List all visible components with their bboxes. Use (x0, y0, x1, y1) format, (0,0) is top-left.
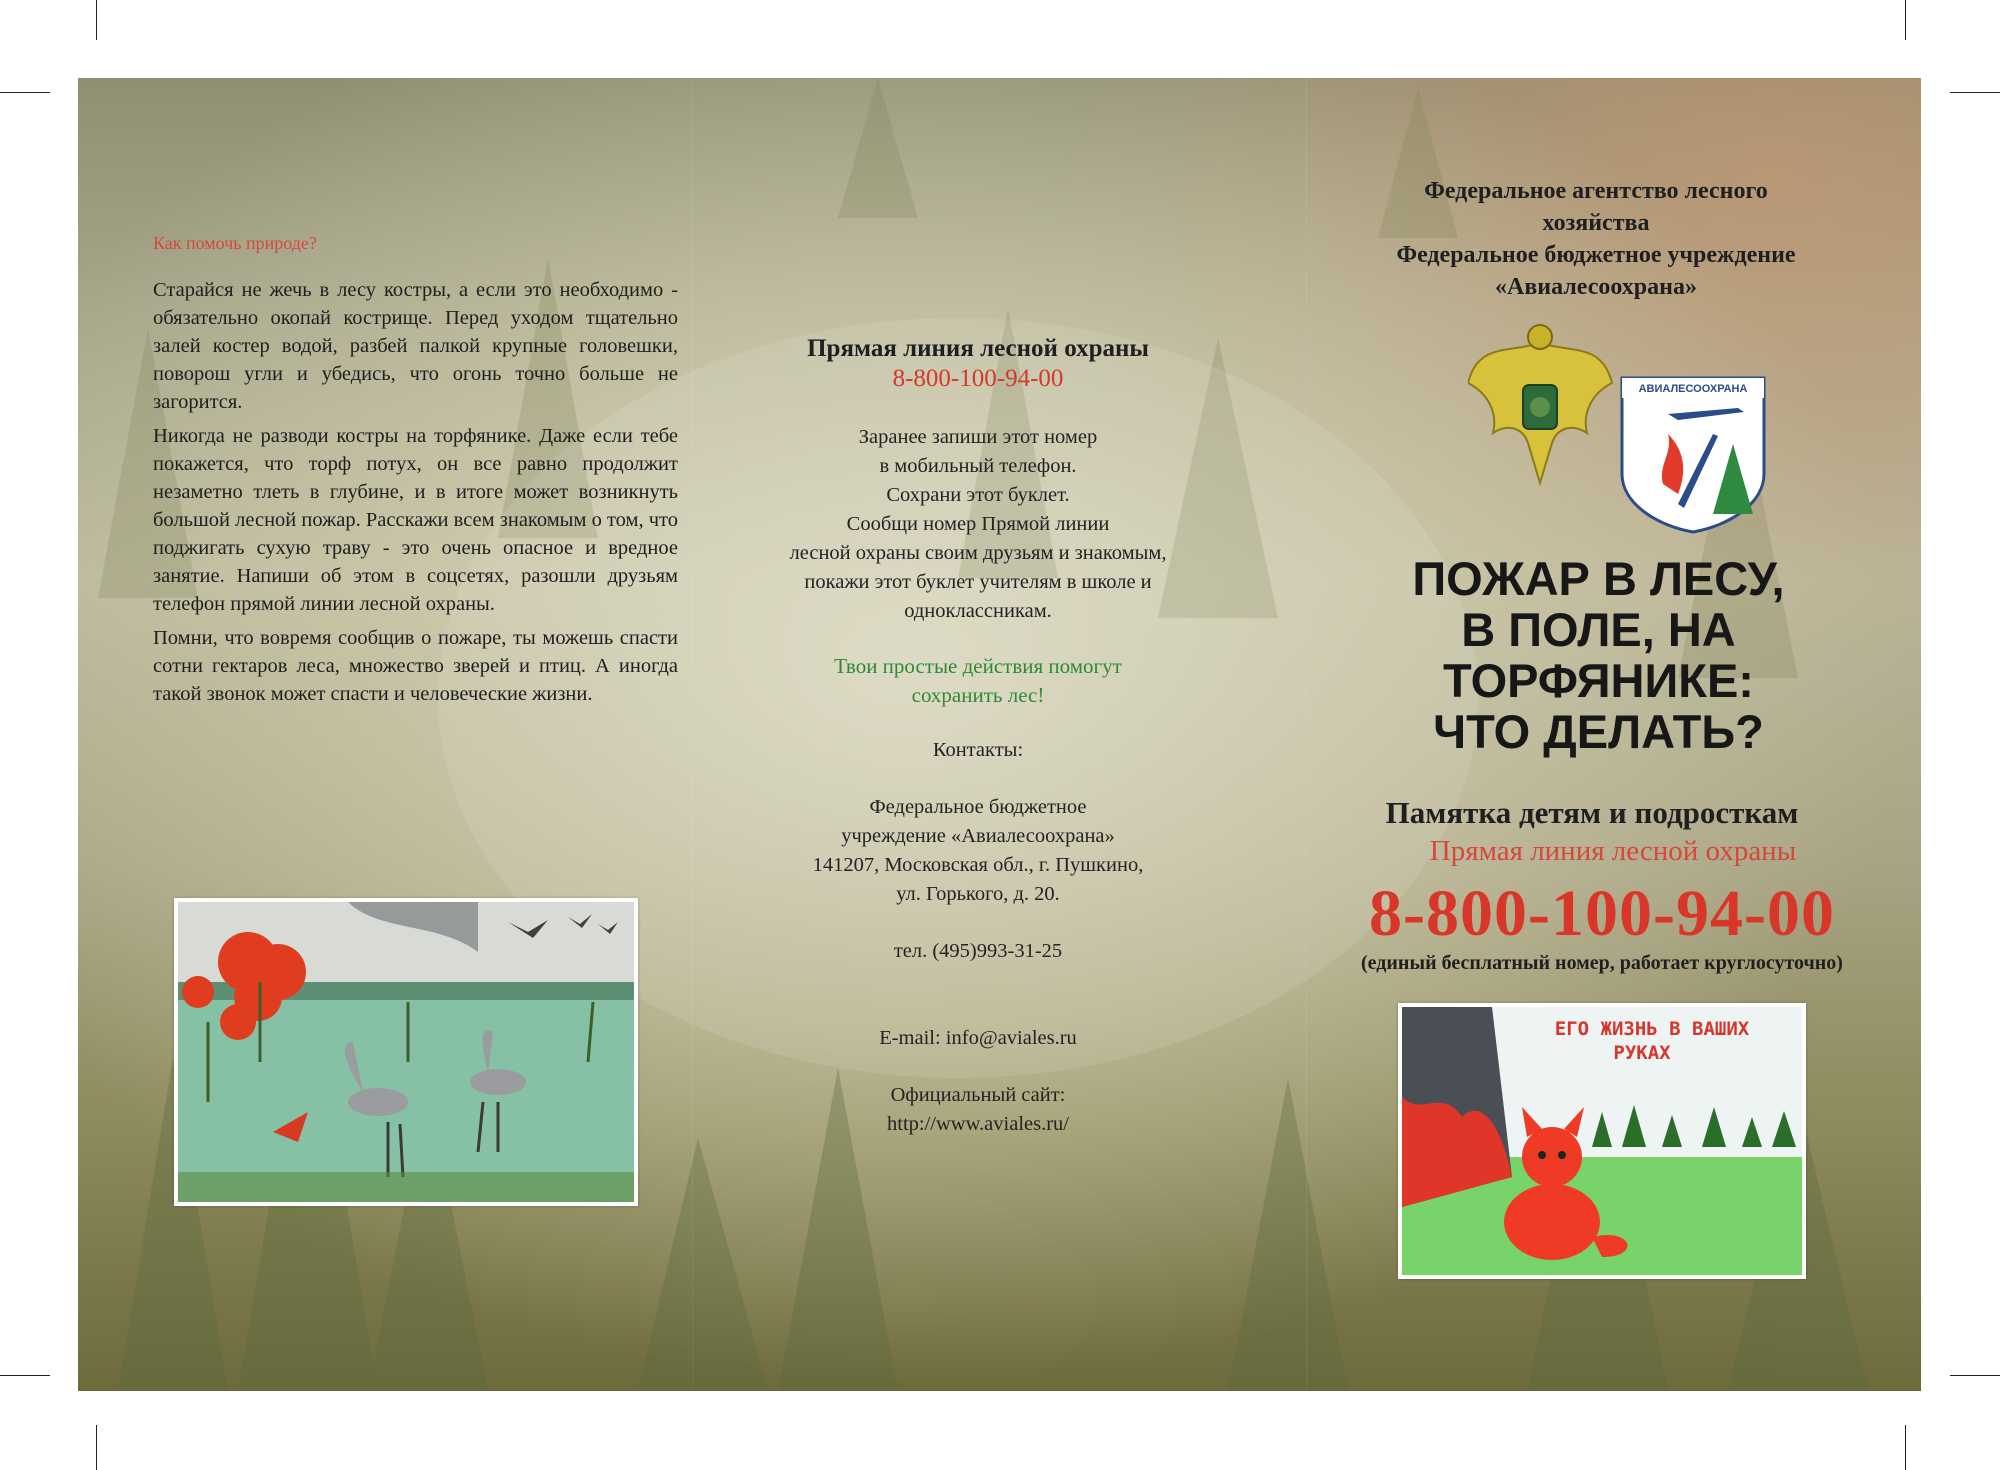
org-line: Федеральное бюджетное учреждение (1396, 242, 1796, 268)
address-line: 141207, Московская обл., г. Пушкино, (812, 854, 1144, 876)
drawing-caption: ЕГО ЖИЗНЬ В ВАШИХ (1554, 1018, 1750, 1040)
drawing-caption: РУКАХ (1613, 1042, 1671, 1064)
cover-hotline-phone: 8-800-100-94-00 (1369, 877, 1835, 950)
brochure-title (1326, 553, 1871, 757)
avialesookhrana-logo (1618, 374, 1768, 534)
advice-paragraph: Помни, что вовремя сообщив о пожаре, ты можешь спасти сотни гектаров леса, множество зверей и птиц. А иногда такой звонок может спасти и человеческие жизни. (153, 627, 678, 705)
info-line: одноклассникам. (904, 600, 1052, 622)
panel-left (153, 233, 678, 714)
fox-drawing (1398, 1003, 1806, 1279)
title-line: ЧТО ДЕЛАТЬ? (1433, 705, 1764, 758)
contact-phone: тел. (495)993-31-25 (893, 940, 1063, 962)
website-label: Официальный сайт: (890, 1084, 1066, 1106)
crop-mark (96, 1425, 97, 1470)
callout-line: Твои простые действия помогут (834, 654, 1122, 678)
contact-email: E-mail: info@aviales.ru (879, 1027, 1077, 1049)
logo-label: АВИАЛЕСООХРАНА (1638, 383, 1748, 395)
title-line: В ПОЛЕ, НА (1461, 603, 1736, 656)
address-line: учреждение «Авиалесоохрана» (841, 825, 1115, 847)
advice-paragraph: Никогда не разводи костры на торфянике. Даже если тебе покажется, что торф потух, он все равно продолжит незаметно тлеть в глубине, и в итоге может возникнуть большой лесной пожар. Расскажи всем знакомым о том, что поджигать сухую траву - это очень опасное и вредное занятие. Напиши об этом в соцсетях, разошли друзьям телефон прямой линии лесной охраны. (153, 425, 678, 615)
panel-middle (718, 335, 1238, 1139)
brochure-subtitle: Памятка детям и подросткам (1385, 795, 1799, 830)
crop-mark (1950, 1375, 2000, 1376)
crop-mark (96, 0, 97, 40)
save-number-text (718, 423, 1238, 626)
contact-address (718, 793, 1238, 909)
website-url: http://www.aviales.ru/ (887, 1113, 1069, 1135)
cranes-drawing (174, 898, 638, 1206)
eagle-emblem-icon (1468, 323, 1613, 493)
info-line: Сохрани этот буклет. (886, 484, 1070, 506)
callout-line: сохранить лес! (911, 683, 1045, 707)
org-line: хозяйства (1542, 210, 1650, 236)
title-line: ПОЖАР В ЛЕСУ, (1412, 552, 1785, 605)
hotline-phone: 8-800-100-94-00 (892, 365, 1064, 392)
advice-paragraph: Старайся не жечь в лесу костры, а если это необходимо - обязательно окопай кострище. Перед уходом тщательно залей костер водой, разбей палкой крупные головешки, поворош угли и убедись, что огонь точно больше не загорится. (153, 279, 678, 413)
crop-mark (1905, 0, 1906, 40)
brochure-sheet (78, 78, 1921, 1391)
crop-mark (1905, 1425, 1906, 1470)
hotline-title: Прямая линия лесной охраны (807, 335, 1149, 362)
info-line: покажи этот буклет учителям в школе и (804, 571, 1152, 593)
contacts-label: Контакты: (932, 739, 1024, 761)
info-line: лесной охраны своим друзьям и знакомым, (789, 542, 1167, 564)
fold-line (692, 78, 693, 1391)
info-line: Сообщи номер Прямой линии (846, 513, 1110, 535)
org-line: «Авиалесоохрана» (1495, 274, 1697, 300)
org-line: Федеральное агентство лесного (1424, 178, 1768, 204)
fox-drawing-art (1402, 1007, 1802, 1275)
info-line: Заранее запиши этот номер (858, 426, 1098, 448)
help-nature-heading: Как помочь природе? (153, 233, 317, 253)
crop-mark (1950, 92, 2000, 93)
address-line: Федеральное бюджетное (869, 796, 1087, 818)
crop-mark (0, 92, 50, 93)
info-line: в мобильный телефон. (879, 455, 1077, 477)
hotline-note: (единый бесплатный номер, работает круглосуточно) (1361, 952, 1843, 974)
save-forest-callout (718, 652, 1238, 710)
organization-name (1341, 175, 1851, 303)
cover-hotline-title: Прямая линия лесной охраны (1429, 835, 1797, 867)
fold-line (1306, 78, 1307, 1391)
crop-mark (0, 1375, 50, 1376)
cranes-drawing-art (178, 902, 634, 1202)
address-line: ул. Горького, д. 20. (896, 883, 1060, 905)
title-line: ТОРФЯНИКЕ: (1443, 654, 1754, 707)
